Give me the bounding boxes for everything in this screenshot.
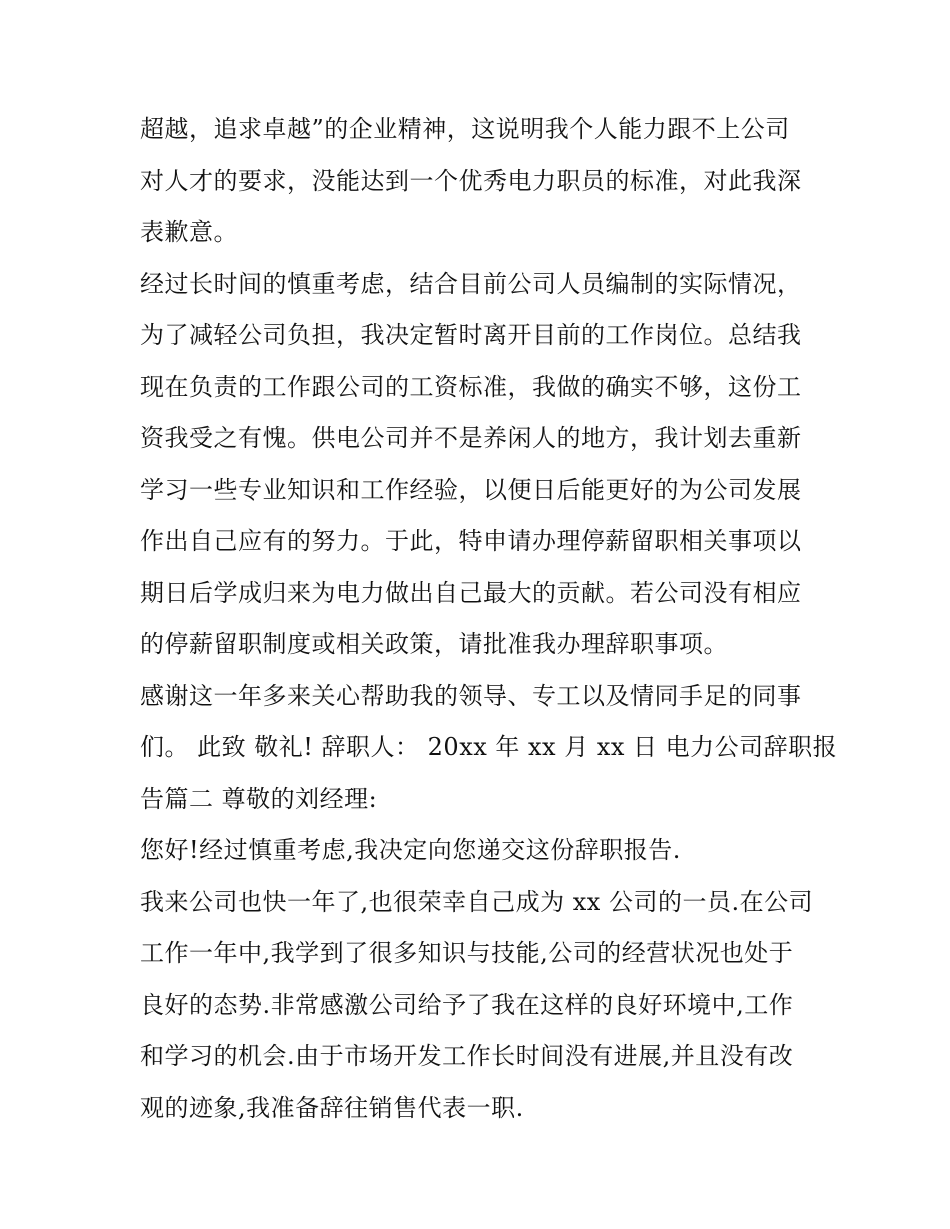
- text-line: 为了减轻公司负担，我决定暂时离开目前的工作岗位。总结我: [140, 321, 802, 349]
- text-line: 表歉意。: [140, 218, 238, 246]
- text-line: 感谢这一年多来关心帮助我的领导、专工以及情同手足的同事: [140, 681, 802, 710]
- text-line: 期日后学成归来为电力做出自己最大的贡献。若公司没有相应: [140, 578, 802, 607]
- text-line: 作出自己应有的努力。于此，特申请办理停薪留职相关事项以: [140, 527, 802, 555]
- text-line: 资我受之有愧。供电公司并不是养闲人的地方，我计划去重新: [140, 424, 802, 452]
- text-line: 您好!经过慎重考虑,我决定向您递交这份辞职报告.: [140, 836, 681, 864]
- text-line: 们。 此致 敬礼! 辞职人： 20xx 年 xx 月 xx 日 电力公司辞职报: [140, 733, 838, 761]
- text-line: 和学习的机会.由于市场开发工作长时间没有进展,并且没有改: [140, 1042, 794, 1070]
- text-line: 现在负责的工作跟公司的工资标准，我做的确实不够，这份工: [140, 372, 802, 401]
- text-line: 工作一年中,我学到了很多知识与技能,公司的经营状况也处于: [140, 939, 794, 967]
- text-line: 的停薪留职制度或相关政策，请批准我办理辞职事项。: [140, 630, 728, 658]
- text-line: 对人才的要求，没能达到一个优秀电力职员的标准，对此我深: [140, 166, 802, 195]
- text-line: 我来公司也快一年了,也很荣幸自己成为 xx 公司的一员.在公司: [140, 887, 814, 916]
- text-line: 观的迹象,我准备辞往销售代表一职.: [140, 1093, 524, 1122]
- text-line: 经过长时间的慎重考虑，结合目前公司人员编制的实际情况，: [140, 269, 802, 298]
- text-line: 学习一些专业知识和工作经验，以便日后能更好的为公司发展: [140, 475, 802, 504]
- document-body: [140, 104, 838, 1134]
- text-line: 超越，追求卓越”的企业精神，这说明我个人能力跟不上公司: [140, 115, 790, 143]
- text-line: 良好的态势.非常感激公司给予了我在这样的良好环境中,工作: [140, 990, 794, 1019]
- text-line: 告篇二 尊敬的刘经理:: [140, 784, 378, 813]
